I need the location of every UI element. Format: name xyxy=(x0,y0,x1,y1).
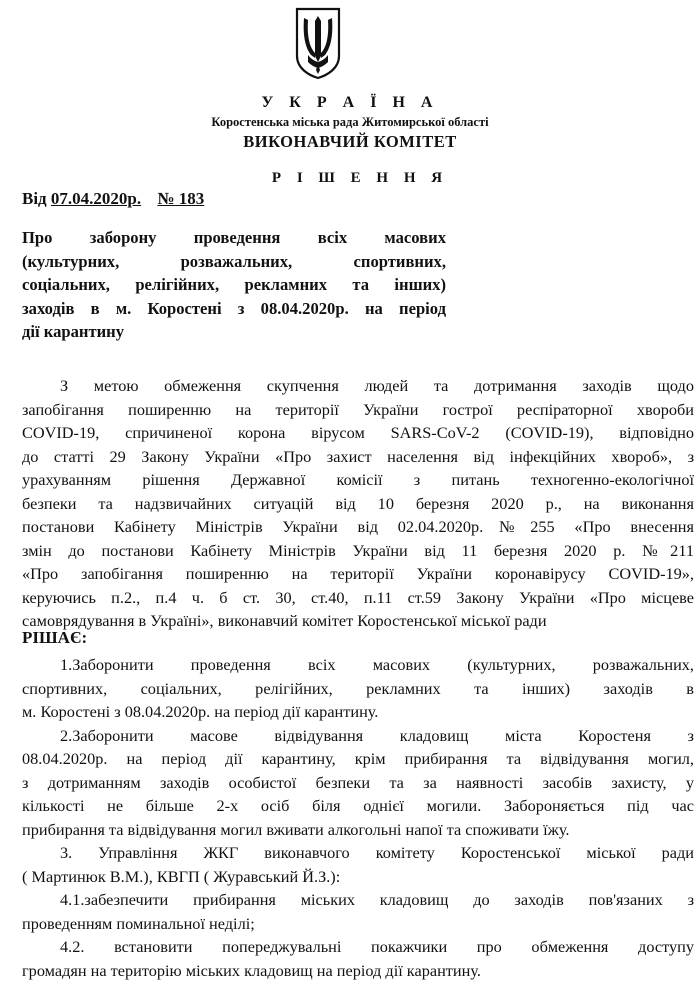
subject-line: дії карантину xyxy=(22,322,125,341)
decision-number: № 183 xyxy=(157,189,205,208)
item-line: ( Мартинюк В.М.), КВГП ( Журавський Й.З.): xyxy=(22,866,341,886)
decision-date-number xyxy=(22,189,204,209)
item-line: прибирання та відвідування могил вживати алкогольні напої та споживати їжу. xyxy=(22,819,570,839)
preamble-paragraph xyxy=(22,374,694,633)
subject-line: соціальних, релігійних, рекламних та інших) xyxy=(22,275,446,294)
item-line: 08.04.2020р. на період дії карантину, крім прибирання та відвідування могил, xyxy=(22,749,694,768)
preamble-line: «Про запобігання поширенню на території України коронавірусу COVID-19», xyxy=(22,564,694,583)
decision-date: 07.04.2020р. xyxy=(50,189,142,208)
decision-items xyxy=(22,653,694,982)
committee-name: ВИКОНАВЧИЙ КОМІТЕТ xyxy=(243,132,457,151)
item-line: проведенням поминальної неділі; xyxy=(22,913,255,933)
item-line: м. Коростені з 08.04.2020р. на період дії карантину. xyxy=(22,702,379,721)
item-line: спортивних, соціальних, релігійних, рекламних та інших) заходів в xyxy=(22,678,694,698)
preamble-line: запобігання поширенню на території України гострої респіраторної хвороби xyxy=(22,399,694,419)
item-line: 3. Управління ЖКГ виконавчого комітету Коростенської міської ради xyxy=(60,843,694,862)
item-line: 4.1.забезпечити прибирання міських кладовищ до заходів пов'язаних з xyxy=(60,890,694,909)
country-heading: У К Р А Ї Н А xyxy=(261,94,439,111)
subject-line: (культурних, розважальних, спортивних, xyxy=(22,251,446,271)
preamble-line: керуючись п.2., п.4 ч. б ст. 30, ст.40, п.11 ст.59 Закону України «Про місцеве xyxy=(22,587,694,607)
subject-line: заходів в м. Коростені з 08.04.2020р. на період xyxy=(22,298,446,318)
item-line: 1.Заборонити проведення всіх масових (культурних, розважальних, xyxy=(60,655,694,674)
preamble-line: З метою обмеження скупчення людей та дотримання заходів щодо xyxy=(60,376,694,395)
item-line: громадян на територію міських кладовищ на період дії карантину. xyxy=(22,960,481,980)
date-prefix: Від xyxy=(22,189,51,208)
item-line: кількості не більше 2-х осіб біля однієї могили. Забороняється під час xyxy=(22,796,694,815)
resolve-label: РІШАЄ: xyxy=(22,628,88,647)
preamble-line: COVID-19, спричиненої корона вірусом SARS-CoV-2 (COVID-19), відповідно xyxy=(22,423,694,442)
subject-line: Про заборону проведення всіх масових xyxy=(22,228,446,247)
item-line: 2.Заборонити масове відвідування кладовищ міста Коростеня з xyxy=(60,725,694,745)
preamble-line: безпеки та надзвичайних ситуацій від 10 березня 2020 р., на виконання xyxy=(22,493,694,513)
preamble-line: до статті 29 Закону України «Про захист населення від інфекційних хвороб», з xyxy=(22,446,694,466)
preamble-line: самоврядування в Україні», виконавчий комітет Коростенської міської ради xyxy=(22,611,547,630)
item-line: з дотриманням заходів особистої безпеки та за наявності засобів захисту, у xyxy=(22,772,694,792)
item-line: 4.2. встановити попереджувальні покажчики про обмеження доступу xyxy=(60,937,694,956)
council-name: Коростенська міська рада Житомирської області xyxy=(211,115,489,129)
preamble-line: змін до постанови Кабінету Міністрів України від 11 березня 2020 р. №211 xyxy=(22,540,694,560)
preamble-line: постанови Кабінету Міністрів України від 02.04.2020р.№255 «Про внесення xyxy=(22,517,694,536)
preamble-line: урахуванням рішення Державної комісії з питань техногенно-екологічної xyxy=(22,470,694,489)
decision-subject xyxy=(22,226,446,344)
decision-title: Р І Ш Е Н Н Я xyxy=(271,170,449,186)
coat-of-arms-trident-icon xyxy=(294,6,342,80)
